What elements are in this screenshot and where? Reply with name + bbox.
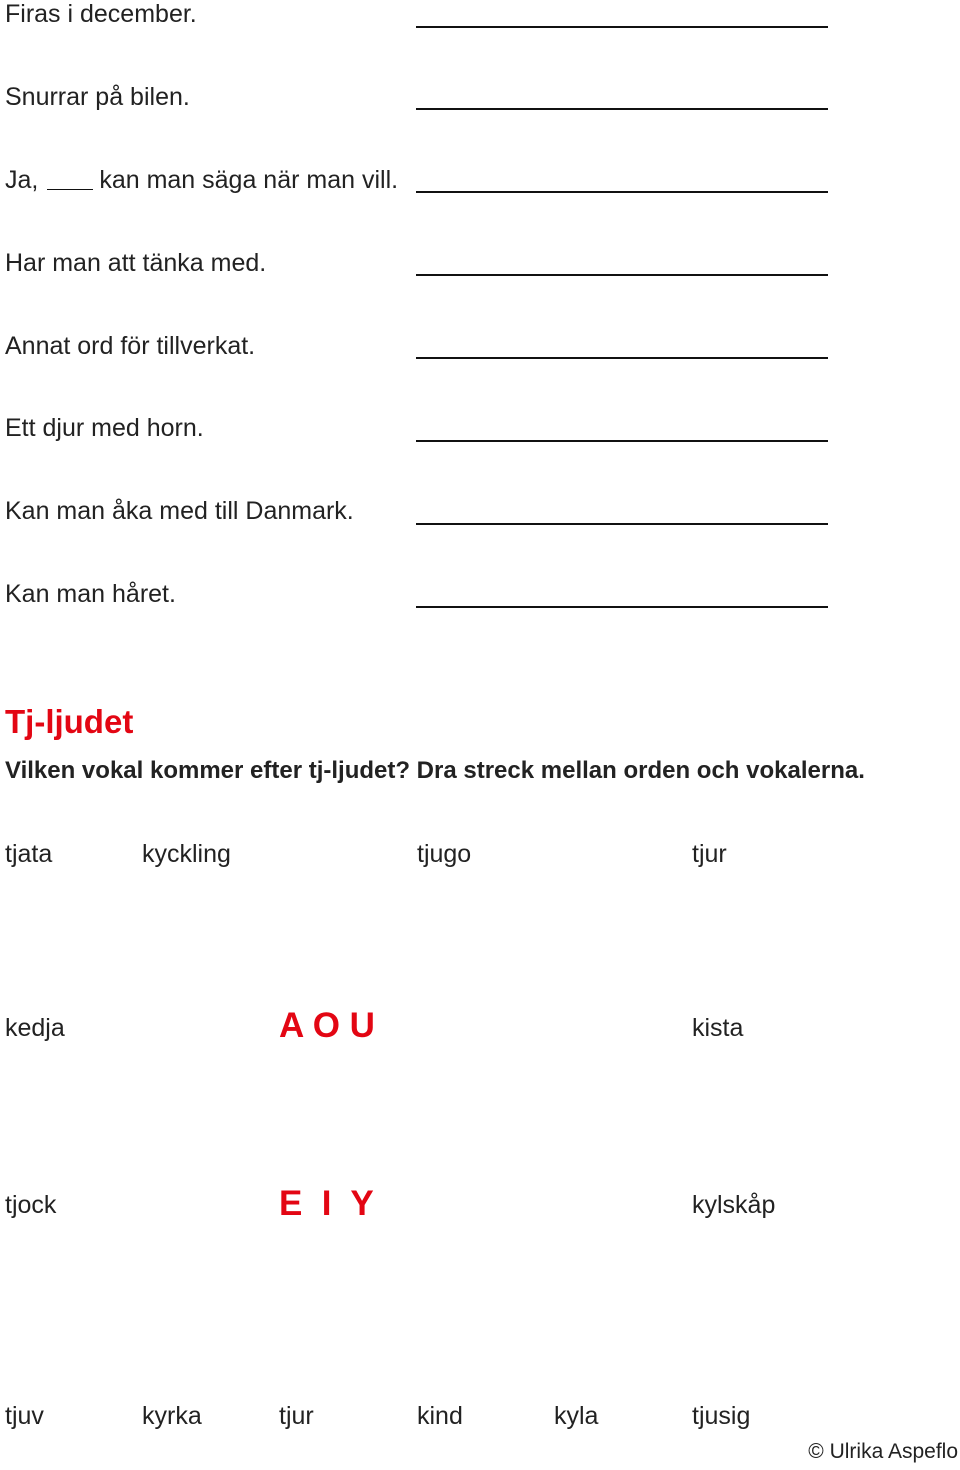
answer-line-3[interactable] bbox=[416, 191, 828, 193]
question-3-pre: Ja, bbox=[5, 166, 39, 194]
question-6: Ett djur med horn. bbox=[5, 414, 204, 442]
question-8: Kan man håret. bbox=[5, 580, 176, 608]
question-7: Kan man åka med till Danmark. bbox=[5, 497, 354, 525]
copyright-credit: © Ulrika Aspeflo bbox=[808, 1440, 958, 1463]
word-tjuv[interactable]: tjuv bbox=[5, 1402, 44, 1430]
word-tjugo[interactable]: tjugo bbox=[417, 840, 472, 868]
answer-line-1[interactable] bbox=[416, 26, 828, 28]
word-tjusig[interactable]: tjusig bbox=[692, 1402, 751, 1430]
word-kedja[interactable]: kedja bbox=[5, 1014, 65, 1042]
vowels-e-i-y[interactable]: E I Y bbox=[279, 1184, 374, 1223]
word-kind[interactable]: kind bbox=[417, 1402, 463, 1430]
question-3 bbox=[5, 166, 398, 195]
word-kyckling[interactable]: kyckling bbox=[142, 840, 231, 868]
vowels-a-o-u[interactable]: A O U bbox=[279, 1006, 375, 1045]
answer-line-7[interactable] bbox=[416, 523, 828, 525]
answer-line-2[interactable] bbox=[416, 108, 828, 110]
question-2: Snurrar på bilen. bbox=[5, 83, 190, 111]
question-3-post: kan man säga när man vill. bbox=[99, 166, 399, 194]
section-instruction: Vilken vokal kommer efter tj-ljudet? Dra streck mellan orden och vokalerna. bbox=[5, 757, 865, 784]
word-tjock[interactable]: tjock bbox=[5, 1191, 57, 1219]
word-tjur[interactable]: tjur bbox=[692, 840, 727, 868]
section-heading: Tj-ljudet bbox=[5, 703, 134, 740]
question-1: Firas i december. bbox=[5, 0, 197, 28]
question-5: Annat ord för tillverkat. bbox=[5, 332, 256, 360]
answer-line-4[interactable] bbox=[416, 274, 828, 276]
question-4: Har man att tänka med. bbox=[5, 249, 267, 277]
word-tjata[interactable]: tjata bbox=[5, 840, 53, 868]
word-kylskap[interactable]: kylskåp bbox=[692, 1191, 776, 1219]
word-kyla[interactable]: kyla bbox=[554, 1402, 599, 1430]
word-kyrka[interactable]: kyrka bbox=[142, 1402, 202, 1430]
answer-line-8[interactable] bbox=[416, 606, 828, 608]
inline-blank[interactable] bbox=[47, 171, 93, 190]
answer-line-6[interactable] bbox=[416, 440, 828, 442]
word-kista[interactable]: kista bbox=[692, 1014, 744, 1042]
word-tjur[interactable]: tjur bbox=[279, 1402, 314, 1430]
answer-line-5[interactable] bbox=[416, 357, 828, 359]
